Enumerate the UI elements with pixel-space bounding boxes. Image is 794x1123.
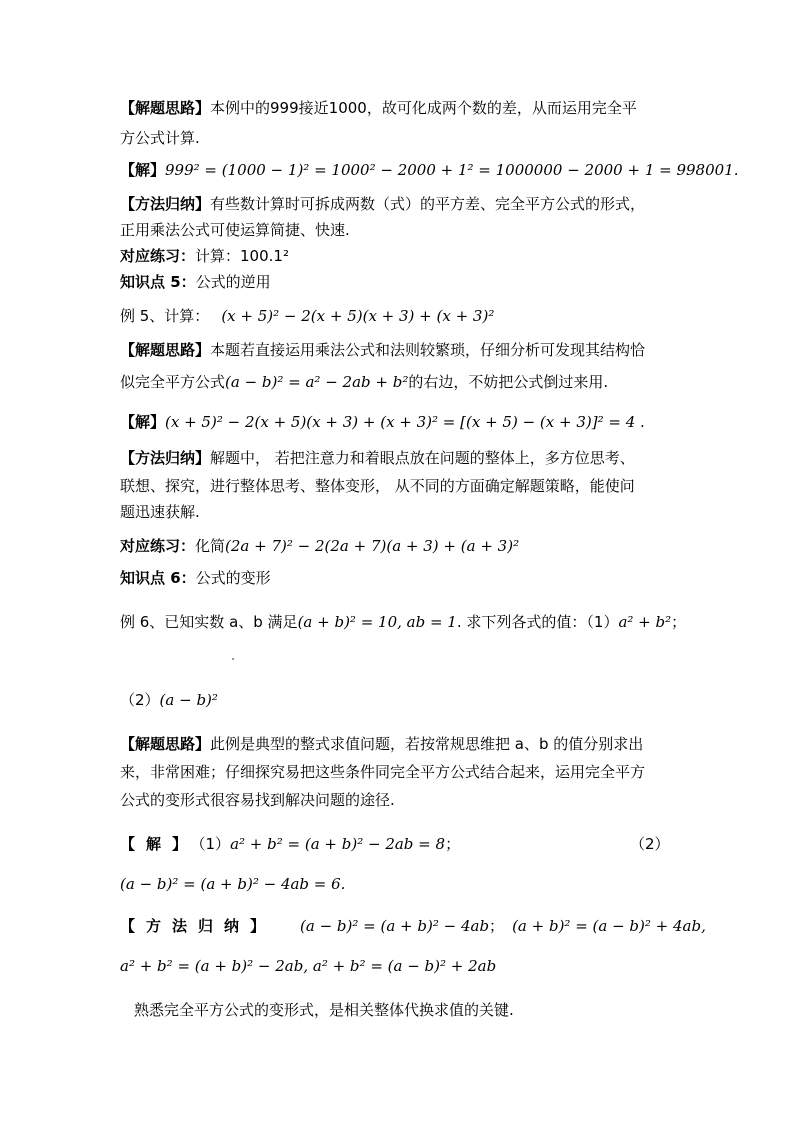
body-text: 方公式计算. [120,129,200,147]
thinking-line-3 [120,340,645,360]
closing-line [134,1000,514,1020]
formula: a² + b² [618,613,672,631]
solution-line-3 [120,834,460,854]
example-5-line [120,306,494,326]
solution-part-2-marker [630,834,670,854]
body-text: 计算：100.1² [195,247,289,265]
body-text: 有些数计算时可拆成两数（式）的平方差、完全平方公式的形式， [210,195,646,213]
example-6-line [120,612,686,632]
section-label: 【解题思路】 [120,99,211,117]
formula: 999² = (1000 − 1)² = 1000² − 2000 + 1² = 1000000 − 2000 + 1 = 998001. [165,161,739,179]
formula: (a − b)² = (a + b)² − 4ab = 6. [120,875,346,893]
example-6-part-2 [120,690,218,710]
formula: (a + b)² = 10, ab = 1 [297,613,457,631]
solution-line-2 [120,412,645,432]
knowledge-point-6 [120,568,271,588]
body-text: 本题若直接运用乘法公式和法则较繁琐，仔细分析可发现其结构恰 [210,341,646,359]
knowledge-point-5 [120,272,271,292]
body-text: 本例中的999接近1000，故可化成两个数的差，从而运用完全平 [210,99,637,117]
thinking-line-2 [120,128,200,148]
section-label: 【方法归纳】 [120,195,211,213]
body-text: ； [445,835,461,853]
practice-line [120,246,289,266]
body-text: 的右边，不妨把公式倒过来用. [408,373,609,391]
section-label: 【解】 [120,161,166,179]
method-line-3 [120,448,635,468]
section-label: 【方法归纳】 [120,917,277,935]
stray-dot [232,658,234,660]
body-text: 来，非常困难；仔细探究易把这些条件同完全平方公式结合起来，运用完全平方 [120,763,646,781]
body-text: . 求下列各式的值：（1） [456,613,619,631]
body-text: 联想、探究，进行整体思考、整体变形， 从不同的方面确定解题策略，能使问 [120,477,635,495]
thinking-line-4 [120,372,608,392]
method-line-7 [120,956,496,976]
solution-line [120,160,739,180]
body-text: 公式的变形 [195,569,271,587]
body-text: （2） [630,835,670,853]
method-line-2 [120,220,350,240]
body-text: （1） [198,835,231,853]
section-label: 对应练习： [120,247,196,265]
thinking-line-7 [120,790,395,810]
section-label: 知识点 6： [120,569,196,587]
practice-line-2 [120,536,519,556]
method-line-5 [120,502,200,522]
body-text: 公式的变形式很容易找到解决问题的途径. [120,791,395,809]
formula: a² + b² = (a + b)² − 2ab, a² + b² = (a − b)² + 2ab [120,957,497,975]
formula: (a − b)² = (a + b)² − 4ab [300,917,490,935]
formula: (a − b)² [159,691,218,709]
body-text: （2） [120,691,160,709]
section-label: 【解题思路】 [120,341,211,359]
thinking-line-1 [120,98,637,118]
section-label: 【解】 [120,413,166,431]
formula: (x + 5)² − 2(x + 5)(x + 3) + (x + 3)² [221,307,495,325]
section-label: 【解题思路】 [120,735,211,753]
body-text: 似完全平方公式 [120,373,226,391]
body-text: 化简 [195,537,226,555]
section-label: 对应练习： [120,537,196,555]
body-text: 例 6、已知实数 a、b 满足 [120,613,298,631]
body-text: 例 5、计算： [120,307,210,325]
method-line-4 [120,476,635,496]
body-text: ； [489,917,505,935]
body-text: 题迅速获解. [120,503,200,521]
body-text: 解题中， 若把注意力和着眼点放在问题的整体上，多方位思考、 [210,449,635,467]
body-text: ； [671,613,687,631]
thinking-line-6 [120,762,645,782]
formula: (a + b)² = (a − b)² + 4ab, [512,917,706,935]
method-line-1 [120,194,645,214]
solution-line-4 [120,874,345,894]
section-label: 【解】 [120,835,199,853]
formula: (x + 5)² − 2(x + 5)(x + 3) + (x + 3)² = [(x + 5) − (x + 3)]² = 4 . [165,413,645,431]
body-text: 公式的逆用 [195,273,271,291]
formula: (a − b)² = a² − 2ab + b² [225,373,409,391]
thinking-line-5 [120,734,643,754]
section-label: 知识点 5： [120,273,196,291]
body-text: 熟悉完全平方公式的变形式，是相关整体代换求值的关键. [134,1001,514,1019]
body-text: 此例是典型的整式求值问题，若按常规思维把 a、b 的值分别求出 [210,735,644,753]
body-text: 正用乘法公式可使运算简捷、快速. [120,221,350,239]
method-line-6 [120,916,706,936]
formula: (2a + 7)² − 2(2a + 7)(a + 3) + (a + 3)² [225,537,520,555]
formula: a² + b² = (a + b)² − 2ab = 8 [230,835,446,853]
section-label: 【方法归纳】 [120,449,211,467]
